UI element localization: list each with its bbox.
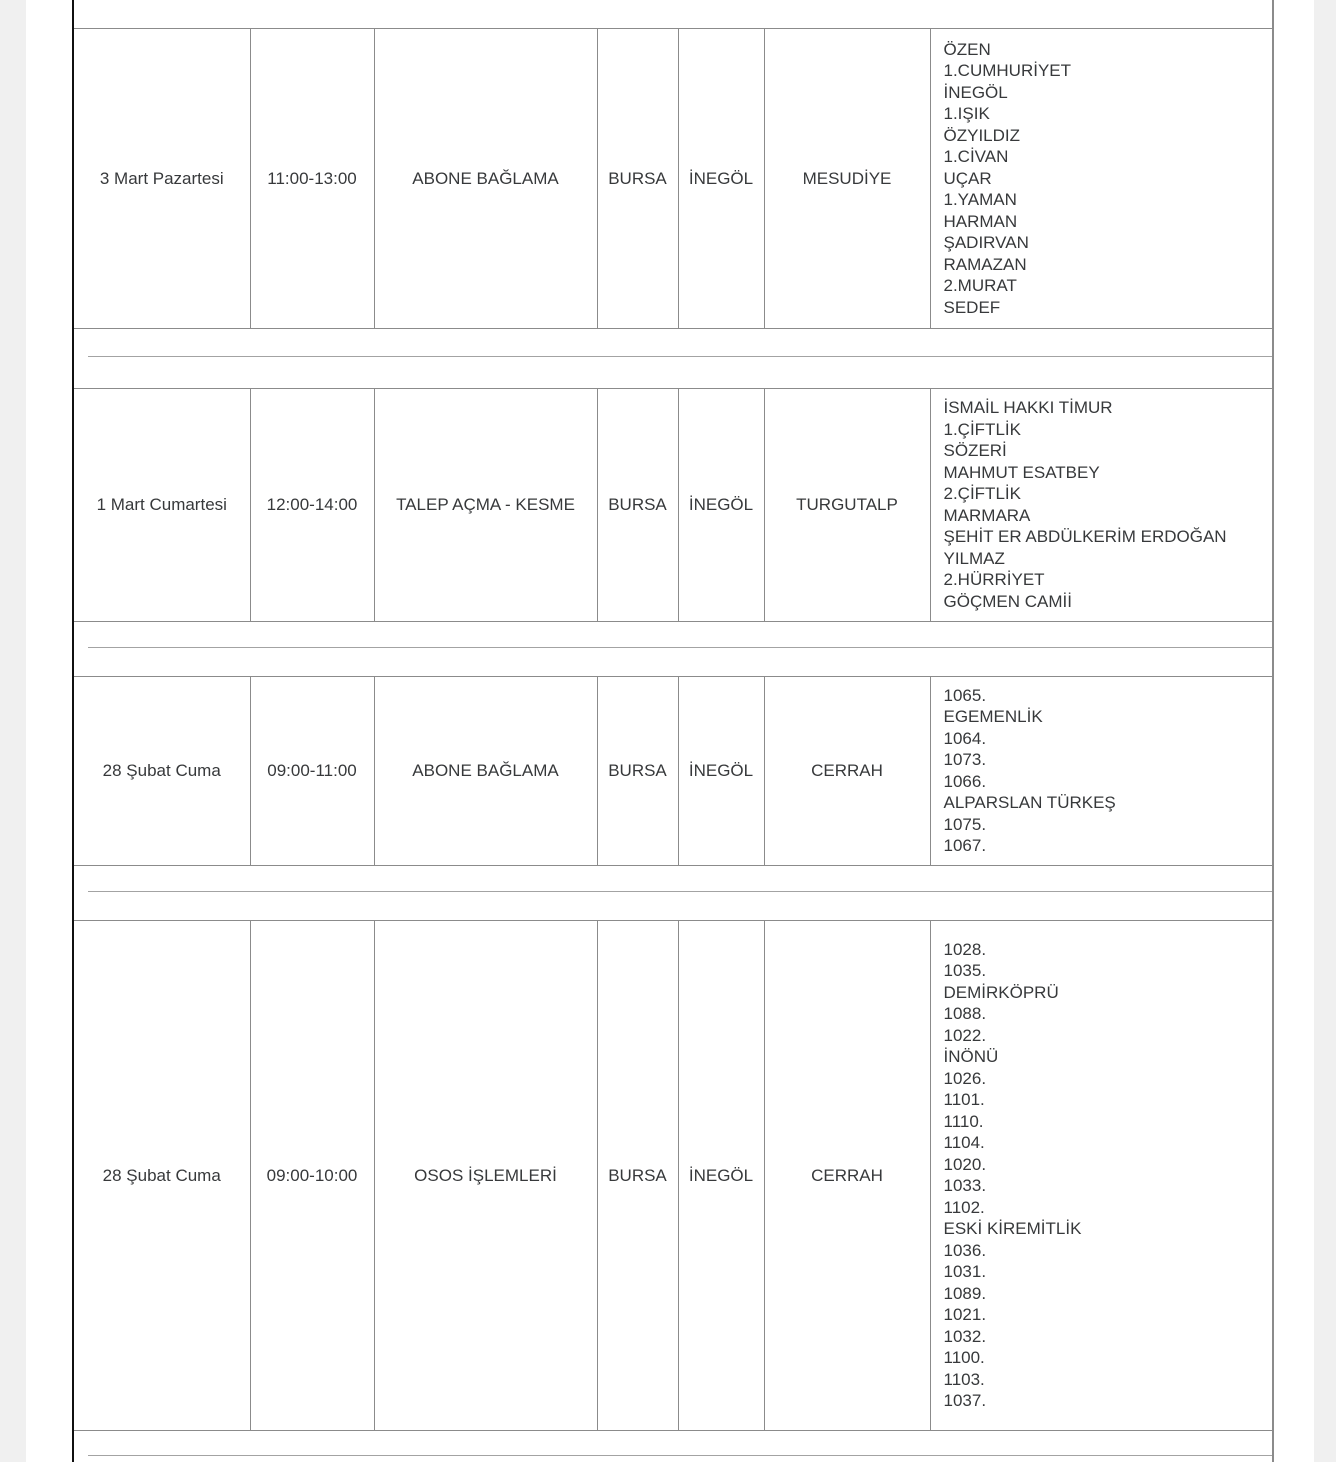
- table-right-rule: [1272, 0, 1274, 1462]
- street-item: 1.IŞIK: [943, 104, 990, 123]
- street-item: 1.CUMHURİYET: [943, 61, 1072, 80]
- street-item: İNÖNÜ: [943, 1047, 999, 1067]
- page-right-gutter: [1314, 0, 1336, 1462]
- district-cell: İNEGÖL: [679, 29, 765, 329]
- street-item: ŞEHİT ER ABDÜLKERİM ERDOĞAN: [943, 527, 1227, 547]
- street-item: 1033.: [943, 1176, 987, 1196]
- street-item: ŞADIRVAN: [943, 233, 1029, 252]
- street-item: ALPARSLAN TÜRKEŞ: [943, 793, 1116, 813]
- street-item: 1064.: [943, 728, 987, 748]
- streets-cell: [931, 921, 1273, 1430]
- street-item: 1037.: [943, 1391, 987, 1411]
- city-cell: BURSA: [598, 389, 679, 621]
- district-cell: İNEGÖL: [679, 389, 765, 621]
- street-item: 1075.: [943, 814, 987, 834]
- city-cell: BURSA: [598, 29, 679, 329]
- street-item: İNEGÖL: [943, 82, 1008, 102]
- time-cell: 11:00-13:00: [251, 29, 375, 329]
- street-item: 1031.: [943, 1262, 987, 1282]
- street-item: 1102.: [943, 1197, 985, 1217]
- section-divider: [88, 1455, 1272, 1456]
- date-cell: 28 Şubat Cuma: [74, 921, 251, 1430]
- street-item: 1020.: [943, 1154, 987, 1174]
- street-item: 1.YAMAN: [943, 190, 1017, 209]
- neighborhood-cell: TURGUTALP: [765, 389, 931, 621]
- street-item: YILMAZ: [943, 548, 1005, 568]
- street-item: 1089.: [943, 1283, 987, 1303]
- operation-cell: TALEP AÇMA - KESME: [375, 389, 598, 621]
- street-item: DEMİRKÖPRÜ: [943, 982, 1059, 1002]
- district-cell: İNEGÖL: [679, 921, 765, 1430]
- street-item: 1028.: [943, 939, 987, 959]
- street-item: 1103.: [943, 1369, 985, 1389]
- street-item: 2.MURAT: [943, 276, 1017, 295]
- city-cell: BURSA: [598, 677, 679, 865]
- street-item: SEDEF: [943, 297, 1001, 317]
- street-item: ÖZYILDIZ: [943, 125, 1021, 145]
- street-item: 2.HÜRRİYET: [943, 570, 1045, 590]
- street-item: HARMAN: [943, 211, 1018, 231]
- operation-cell: ABONE BAĞLAMA: [375, 29, 598, 329]
- street-item: RAMAZAN: [943, 254, 1027, 274]
- streets-cell: [931, 29, 1273, 329]
- time-cell: 12:00-14:00: [251, 389, 375, 621]
- street-item: 2.ÇİFTLİK: [943, 484, 1021, 504]
- street-item: ESKİ KİREMİTLİK: [943, 1219, 1082, 1239]
- street-item: 1104.: [943, 1133, 985, 1153]
- outage-row: [74, 676, 1272, 866]
- date-cell: 1 Mart Cumartesi: [74, 389, 251, 621]
- time-cell: 09:00-10:00: [251, 921, 375, 1430]
- street-item: SÖZERİ: [943, 441, 1007, 461]
- section-divider: [88, 891, 1272, 892]
- street-item: İSMAİL HAKKI TİMUR: [943, 398, 1113, 418]
- street-item: 1022.: [943, 1025, 987, 1045]
- neighborhood-cell: CERRAH: [765, 677, 931, 865]
- section-divider: [88, 647, 1272, 648]
- street-item: 1.ÇİFTLİK: [943, 419, 1021, 439]
- street-item: 1065.: [943, 685, 987, 705]
- date-cell: 3 Mart Pazartesi: [74, 29, 251, 329]
- streets-cell: [931, 677, 1273, 865]
- section-divider: [88, 356, 1272, 357]
- street-item: GÖÇMEN CAMİİ: [943, 591, 1072, 611]
- street-item: 1100.: [943, 1348, 985, 1368]
- street-item: 1110.: [943, 1111, 984, 1131]
- operation-cell: ABONE BAĞLAMA: [375, 677, 598, 865]
- street-item: ÖZEN: [943, 39, 991, 59]
- street-item: 1073.: [943, 750, 987, 770]
- outage-row: [74, 920, 1272, 1431]
- street-item: UÇAR: [943, 168, 992, 188]
- time-cell: 09:00-11:00: [251, 677, 375, 865]
- outage-row: [74, 388, 1272, 622]
- district-cell: İNEGÖL: [679, 677, 765, 865]
- street-item: 1.CİVAN: [943, 147, 1009, 166]
- street-item: 1035.: [943, 961, 987, 981]
- operation-cell: OSOS İŞLEMLERİ: [375, 921, 598, 1430]
- date-cell: 28 Şubat Cuma: [74, 677, 251, 865]
- city-cell: BURSA: [598, 921, 679, 1430]
- street-item: 1036.: [943, 1240, 987, 1260]
- page-left-gutter: [0, 0, 26, 1462]
- street-item: 1101.: [943, 1090, 985, 1110]
- street-item: MARMARA: [943, 505, 1031, 525]
- street-item: EGEMENLİK: [943, 707, 1043, 727]
- street-item: 1088.: [943, 1004, 987, 1024]
- outage-row: [74, 28, 1272, 330]
- neighborhood-cell: MESUDİYE: [765, 29, 931, 329]
- street-item: 1032.: [943, 1326, 987, 1346]
- street-item: 1066.: [943, 771, 987, 791]
- street-item: 1021.: [943, 1305, 987, 1325]
- neighborhood-cell: CERRAH: [765, 921, 931, 1430]
- street-item: 1026.: [943, 1068, 987, 1088]
- street-item: MAHMUT ESATBEY: [943, 462, 1100, 482]
- streets-cell: [931, 389, 1273, 621]
- street-item: 1067.: [943, 836, 987, 856]
